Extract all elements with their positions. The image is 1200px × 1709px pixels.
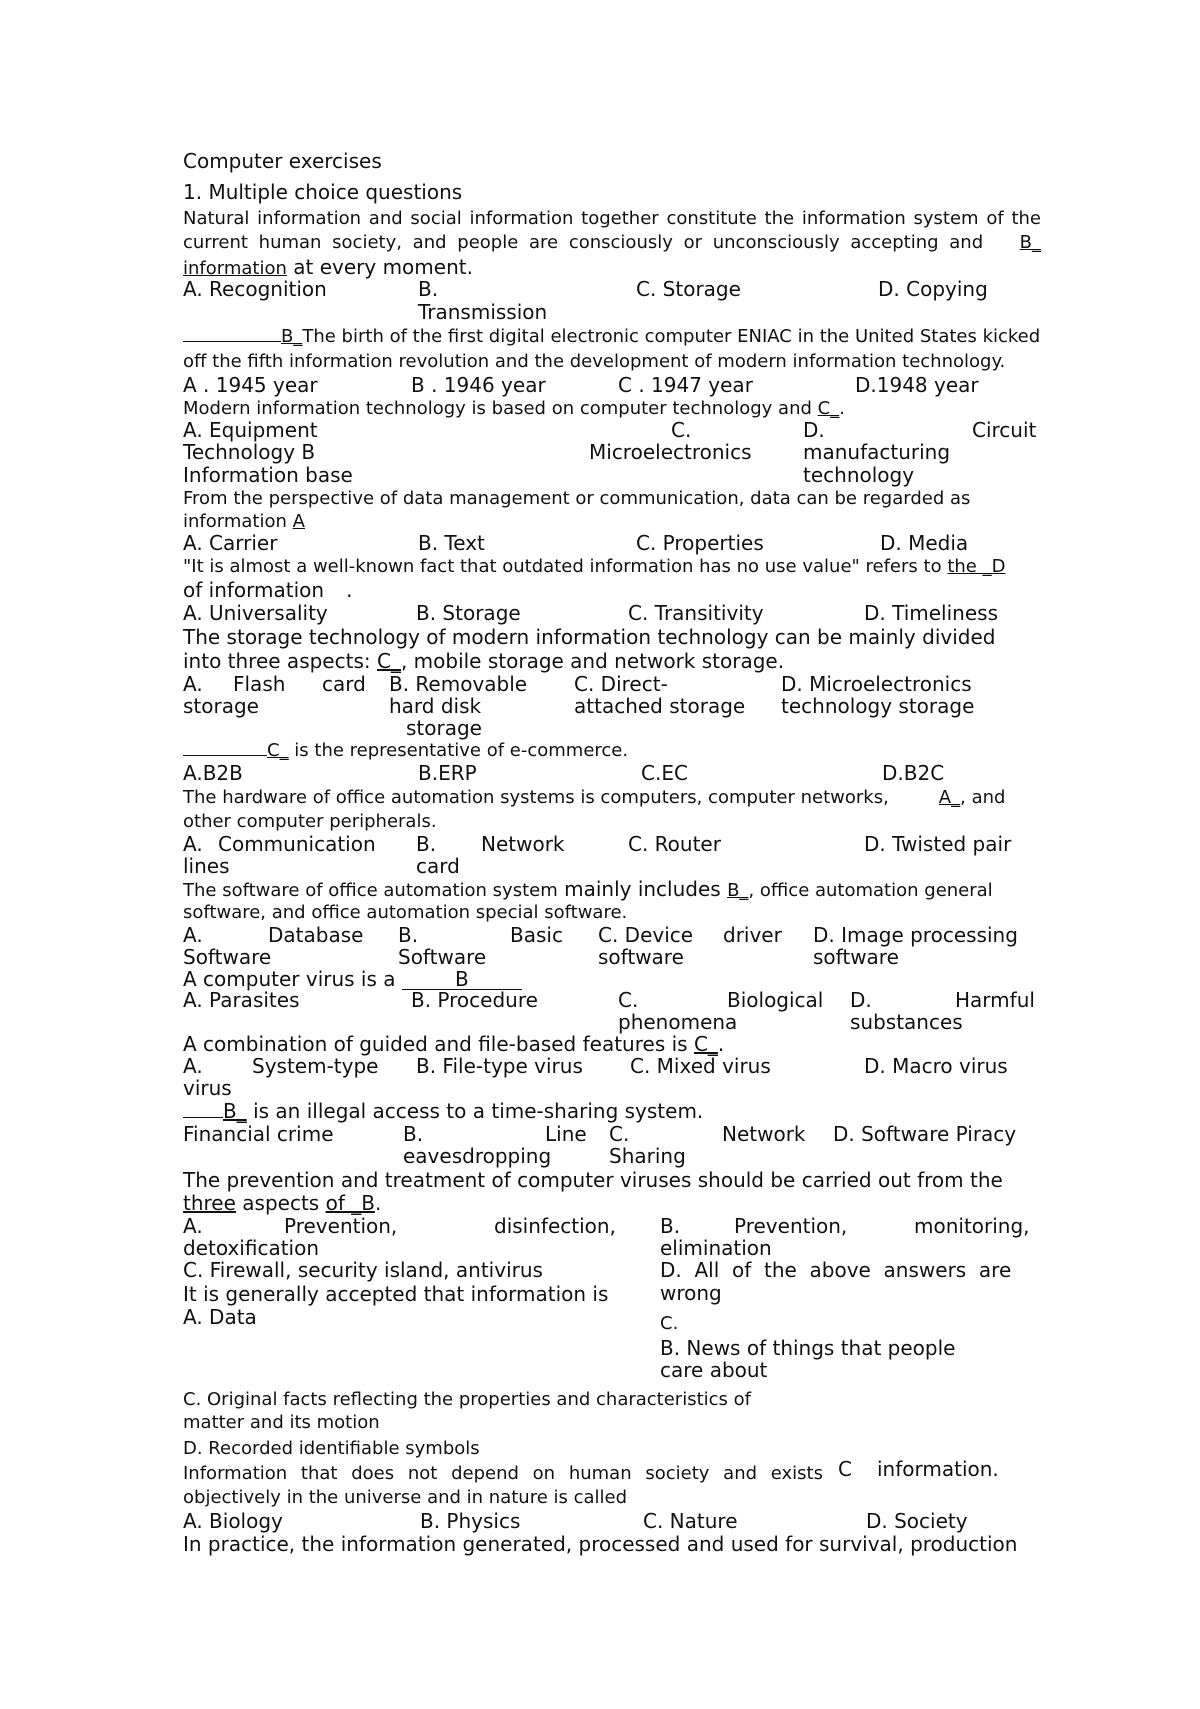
question-2-option-c: C . 1947 year (618, 373, 753, 397)
question-7-stem: C_ is the representative of e-commerce. (183, 742, 628, 760)
question-13-option-a-text-1: Prevention, (284, 1214, 398, 1238)
question-1-line-2 (183, 234, 1041, 252)
question-9-option-d-line-1: D. Image processing (813, 923, 1018, 947)
question-1-option-d: D. Copying (878, 277, 988, 301)
question-7-option-b: B.ERP (418, 761, 477, 785)
question-11-option-c: C. Mixed virus (630, 1054, 771, 1078)
question-12-option-d: D. Software Piracy (833, 1122, 1017, 1146)
question-1-option-a: A. Recognition (183, 277, 327, 301)
question-14-option-c-line-1: C. Original facts reflecting the properties and characteristics of (183, 1389, 751, 1410)
question-6-option-d-line-2: technology storage (781, 694, 975, 718)
question-9-option-c-label: C. Device (598, 923, 694, 947)
question-14-option-b-line-1: B. News of things that people (660, 1336, 956, 1360)
question-3-option-d-line-3: technology (803, 463, 915, 487)
question-1-text: current human society, and people are consciously or unconsciously accepting and (183, 232, 984, 253)
document-title: Computer exercises (183, 149, 382, 173)
question-10-option-d-line-2: substances (850, 1010, 963, 1034)
question-14-option-d: D. Recorded identifiable symbols (183, 1438, 480, 1459)
question-6-option-b-line-3: storage (406, 716, 482, 740)
question-6-option-a-card: card (322, 672, 366, 696)
question-10-option-b: B. Procedure (411, 988, 538, 1012)
question-4-line-2: information A (183, 511, 305, 532)
question-6-option-a-line-2: storage (183, 694, 259, 718)
question-13-option-b-text-1: Prevention, (734, 1214, 848, 1238)
question-8-option-b-line-2: card (416, 854, 460, 878)
question-11-option-a-text: System-type (252, 1054, 379, 1078)
question-4-option-c: C. Properties (636, 531, 764, 555)
question-8-option-d: D. Twisted pair (864, 832, 1012, 856)
question-15-tail: information. (877, 1457, 999, 1481)
question-4-option-d: D. Media (880, 531, 969, 555)
question-6-option-c-line-1: C. Direct- (574, 672, 668, 696)
question-12-option-a: Financial crime (183, 1122, 334, 1146)
question-12-option-b-line-2: eavesdropping (403, 1144, 552, 1168)
question-5-option-a: A. Universality (183, 601, 328, 625)
question-6-option-c-line-2: attached storage (574, 694, 746, 718)
question-8-line-1: The hardware of office automation systems is computers, computer networks, A_, and (183, 787, 1006, 808)
question-11-option-a-line-2: virus (183, 1076, 232, 1100)
question-14-option-c-line-2: matter and its motion (183, 1412, 380, 1433)
question-15-option-a: A. Biology (183, 1509, 283, 1533)
question-10-stem: A computer virus is a B (183, 969, 522, 990)
question-9-option-b-text: Basic (510, 923, 563, 947)
question-9-option-c-line-2: software (598, 945, 684, 969)
question-13-option-b-text-2: monitoring, (914, 1214, 1030, 1238)
question-7-option-c: C.EC (641, 761, 688, 785)
question-13-option-a-label: A. (183, 1214, 203, 1238)
question-6-option-b-line-2: hard disk (389, 694, 482, 718)
question-1-option-b: B. (418, 277, 439, 301)
question-3-option-c-text: Microelectronics (589, 440, 752, 464)
question-10-option-a: A. Parasites (183, 988, 300, 1012)
question-4-option-a: A. Carrier (183, 531, 278, 555)
question-3-option-a-line-3: Information base (183, 463, 353, 487)
question-9-option-c-text: driver (723, 923, 782, 947)
question-4-option-b: B. Text (418, 531, 485, 555)
question-16-line-1: In practice, the information generated, processed and used for survival, production (183, 1532, 1018, 1556)
question-12-option-c-text: Network (722, 1122, 806, 1146)
question-7-option-d: D.B2C (882, 761, 945, 785)
question-2-option-d: D.1948 year (855, 373, 979, 397)
question-15-option-d: D. Society (866, 1509, 968, 1533)
question-14-option-a: A. Data (183, 1305, 257, 1329)
question-3-option-a-line-1: A. Equipment (183, 418, 318, 442)
question-13-line-2: three aspects of _B. (183, 1191, 382, 1215)
question-12-option-c-label: C. (609, 1122, 630, 1146)
question-13-option-c: C. Firewall, security island, antivirus (183, 1258, 543, 1282)
question-8-option-b-text: Network (481, 832, 565, 856)
question-3-stem: Modern information technology is based on computer technology and C_. (183, 398, 845, 419)
question-6-line-2: into three aspects: C_, mobile storage and network storage. (183, 649, 785, 673)
question-5-option-b: B. Storage (416, 601, 521, 625)
section-heading: 1. Multiple choice questions (183, 180, 463, 204)
question-13-option-b-line-2: elimination (660, 1236, 772, 1260)
question-15-line-1: Information that does not depend on human society and exists (183, 1463, 823, 1484)
question-9-option-a-line-2: Software (183, 945, 272, 969)
question-8-option-b-label: B. (416, 832, 437, 856)
question-2-line-2: off the fifth information revolution and the development of modern information technology. (183, 351, 1006, 372)
question-8-line-2: other computer peripherals. (183, 811, 437, 832)
question-14-option-b-line-2: care about (660, 1358, 768, 1382)
question-9-option-d-line-2: software (813, 945, 899, 969)
question-10-option-d-label: D. (850, 988, 872, 1012)
question-6-line-1: The storage technology of modern information technology can be mainly divided (183, 625, 996, 649)
question-7-option-a: A.B2B (183, 761, 243, 785)
question-3-option-d-circuit: Circuit (972, 418, 1037, 442)
question-3-option-a-line-2: Technology B (183, 440, 316, 464)
question-6-option-d-line-1: D. Microelectronics (781, 672, 972, 696)
question-12-option-b-text: Line (545, 1122, 587, 1146)
question-15-answer: C (838, 1457, 852, 1481)
question-5-line-1: "It is almost a well-known fact that outdated information has no use value" refers to the _D (183, 556, 1006, 577)
question-1-line-3: information at every moment. (183, 255, 473, 279)
question-10-option-c-label: C. (618, 988, 639, 1012)
question-10-option-c-text: Biological (727, 988, 824, 1012)
question-13-option-d-line-1: D. All of the above answers are (660, 1258, 1012, 1282)
question-9-option-b-label: B. (398, 923, 419, 947)
question-14-stem: It is generally accepted that information is (183, 1282, 609, 1306)
question-2-option-b: B . 1946 year (411, 373, 546, 397)
question-9-option-a-text: Database (268, 923, 364, 947)
question-8-option-a-line-2: lines (183, 854, 230, 878)
question-4-line-1: From the perspective of data management or communication, data can be regarded as (183, 488, 971, 509)
question-11-option-d: D. Macro virus (864, 1054, 1008, 1078)
question-2-line-1: B_The birth of the first digital electronic computer ENIAC in the United States kicked (183, 328, 1040, 346)
question-2-option-a: A . 1945 year (183, 373, 318, 397)
question-10-option-d-text: Harmful (955, 988, 1035, 1012)
question-1-line-1: Natural information and social information together constitute the information system of the (183, 208, 1041, 229)
question-15-option-c: C. Nature (643, 1509, 738, 1533)
question-6-option-a-label: A. (183, 672, 203, 696)
question-1-option-b-text: Transmission (418, 300, 548, 324)
question-10-option-c-line-2: phenomena (618, 1010, 738, 1034)
question-14-answer: C. (660, 1313, 679, 1334)
question-3-option-c-label: C. (671, 418, 692, 442)
question-11-stem: A combination of guided and file-based features is C_. (183, 1032, 725, 1056)
question-12-option-b-label: B. (403, 1122, 424, 1146)
question-15-line-2: objectively in the universe and in nature is called (183, 1487, 628, 1508)
question-5-option-d: D. Timeliness (864, 601, 998, 625)
question-5-line-2: of information . (183, 578, 353, 602)
question-1-answer: B_ (1019, 232, 1041, 253)
question-3-option-d-line-2: manufacturing (803, 440, 951, 464)
question-1-option-c: C. Storage (636, 277, 741, 301)
question-8-option-c: C. Router (628, 832, 721, 856)
question-13-option-b-label: B. (660, 1214, 681, 1238)
question-13-option-a-line-2: detoxification (183, 1236, 320, 1260)
question-9-line-1: The software of office automation system mainly includes B_, office automation general (183, 877, 993, 901)
question-6-option-a-flash: Flash (233, 672, 286, 696)
question-13-option-d-line-2: wrong (660, 1281, 722, 1305)
question-13-line-1: The prevention and treatment of computer viruses should be carried out from the (183, 1168, 1003, 1192)
question-6-option-b-line-1: B. Removable (389, 672, 528, 696)
question-13-option-a-text-2: disinfection, (494, 1214, 616, 1238)
question-5-option-c: C. Transitivity (628, 601, 764, 625)
question-11-option-b: B. File-type virus (416, 1054, 583, 1078)
question-8-option-a-text: Communication (218, 832, 376, 856)
question-15-option-b: B. Physics (420, 1509, 521, 1533)
question-11-option-a-label: A. (183, 1054, 203, 1078)
question-8-option-a-label: A. (183, 832, 203, 856)
question-9-option-a-label: A. (183, 923, 203, 947)
question-9-line-2: software, and office automation special software. (183, 902, 628, 923)
question-9-option-b-line-2: Software (398, 945, 487, 969)
question-12-stem: B_ is an illegal access to a time-sharing system. (183, 1101, 703, 1121)
question-3-option-d-label: D. (803, 418, 825, 442)
question-12-option-c-line-2: Sharing (609, 1144, 686, 1168)
